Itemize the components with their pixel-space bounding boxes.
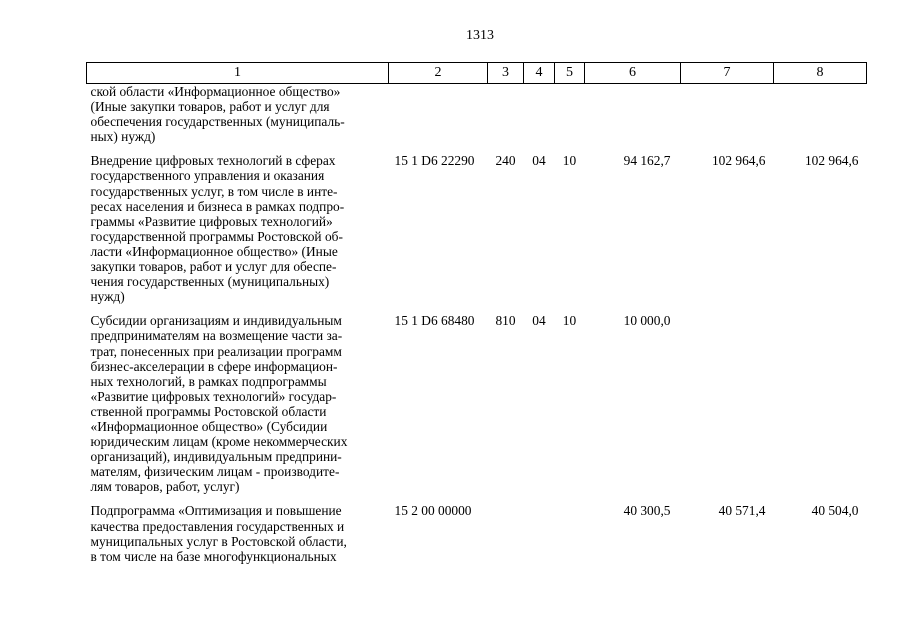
column-header: 4 <box>524 63 555 84</box>
row-code-cell: 15 1 D6 22290 <box>394 153 475 169</box>
row-name-cell <box>87 84 389 145</box>
table-row <box>87 304 867 494</box>
row-name-line: в том числе на базе многофункциональных <box>90 548 337 564</box>
table-row <box>87 144 867 304</box>
budget-table <box>86 62 867 564</box>
row-name-line: чения государственных (муниципальных) <box>90 274 330 290</box>
row-subsection-cell <box>555 84 585 145</box>
row-type-cell <box>488 84 524 145</box>
row-name-line: юридическим лицам (кроме некоммерческих <box>90 434 348 450</box>
row-name-line: ресах населения и бизнеса в рамках подпро- <box>90 198 345 214</box>
row-amount-col8: 40 504,0 <box>811 503 859 519</box>
row-code-cell: 15 1 D6 68480 <box>394 313 475 329</box>
row-name-line: бизнес-акселерации в сфере информацион- <box>90 358 338 374</box>
row-name-line: ных) нужд) <box>90 129 156 145</box>
row-name-line: государственного управления и оказания <box>90 168 325 184</box>
row-name-line: муниципальных услуг в Ростовской области, <box>90 533 347 549</box>
row-name-line: закупки товаров, работ и услуг для обеспе- <box>90 259 337 275</box>
row-name-line: Подпрограмма «Оптимизация и повышение <box>90 503 342 519</box>
column-number-header <box>87 63 867 84</box>
row-name-line: Внедрение цифровых технологий в сферах <box>90 153 336 169</box>
row-name-line: ласти «Информационное общество» (Иные <box>90 243 338 259</box>
row-name-line: Субсидии организациям и индивидуальным <box>90 313 342 329</box>
row-name-line: ственной программы Ростовской области <box>90 403 327 419</box>
row-amount-col8 <box>774 84 867 145</box>
row-amount-col7 <box>681 304 774 494</box>
row-name-line: обеспечения государственных (муниципаль- <box>90 114 345 130</box>
row-name-line: государственных услуг, в том числе в инте- <box>90 183 338 199</box>
row-subsection-cell <box>555 494 585 563</box>
row-name-line: нужд) <box>90 289 125 305</box>
row-name-line: ных технологий, в рамках подпрограммы <box>90 373 327 389</box>
table-row <box>87 494 867 563</box>
row-section-cell <box>524 84 555 145</box>
row-amount-col7: 40 571,4 <box>718 503 766 519</box>
row-amount-col7 <box>681 84 774 145</box>
table-row <box>87 84 867 145</box>
row-name-line: трат, понесенных при реализации программ <box>90 343 342 359</box>
row-subsection-cell: 10 <box>562 313 577 329</box>
row-amount-col8: 102 964,6 <box>804 153 859 169</box>
row-amount-col8 <box>774 304 867 494</box>
row-amount-col6: 94 162,7 <box>623 153 671 169</box>
row-name-line: предпринимателям на возмещение части за- <box>90 328 343 344</box>
row-name-line: «Развитие цифровых технологий» государ- <box>90 388 337 404</box>
row-type-cell: 810 <box>495 313 516 329</box>
row-type-cell: 240 <box>495 153 516 169</box>
row-code-cell <box>389 84 488 145</box>
row-type-cell <box>488 494 524 563</box>
row-name-cell <box>87 144 389 304</box>
column-header: 2 <box>389 63 488 84</box>
row-name-line: организаций), индивидуальным предприни- <box>90 449 342 465</box>
row-code-cell: 15 2 00 00000 <box>394 503 472 519</box>
row-name-line: граммы «Развитие цифровых технологий» <box>90 213 333 229</box>
column-header: 3 <box>488 63 524 84</box>
row-name-line: мателям, физическим лицам - производите- <box>90 464 340 480</box>
row-amount-col6: 10 000,0 <box>623 313 671 329</box>
row-name-cell <box>87 304 389 494</box>
column-header: 8 <box>774 63 867 84</box>
column-header: 1 <box>87 63 389 84</box>
row-section-cell: 04 <box>532 313 546 329</box>
row-amount-col7: 102 964,6 <box>711 153 766 169</box>
row-name-line: (Иные закупки товаров, работ и услуг для <box>90 99 330 115</box>
row-name-line: «Информационное общество» (Субсидии <box>90 418 328 434</box>
row-subsection-cell: 10 <box>562 153 577 169</box>
page-number: 1313 <box>466 28 494 43</box>
row-name-line: качества предоставления государственных и <box>90 518 345 534</box>
row-name-cell <box>87 494 389 563</box>
row-section-cell <box>524 494 555 563</box>
row-name-line: государственной программы Ростовской об- <box>90 228 343 244</box>
column-header: 6 <box>585 63 681 84</box>
row-amount-col6 <box>585 84 681 145</box>
row-section-cell: 04 <box>532 153 546 169</box>
column-header: 7 <box>681 63 774 84</box>
row-amount-col6: 40 300,5 <box>623 503 671 519</box>
row-name-line: лям товаров, работ, услуг) <box>90 479 240 495</box>
column-header: 5 <box>555 63 585 84</box>
row-name-line: ской области «Информационное общество» <box>90 84 341 99</box>
